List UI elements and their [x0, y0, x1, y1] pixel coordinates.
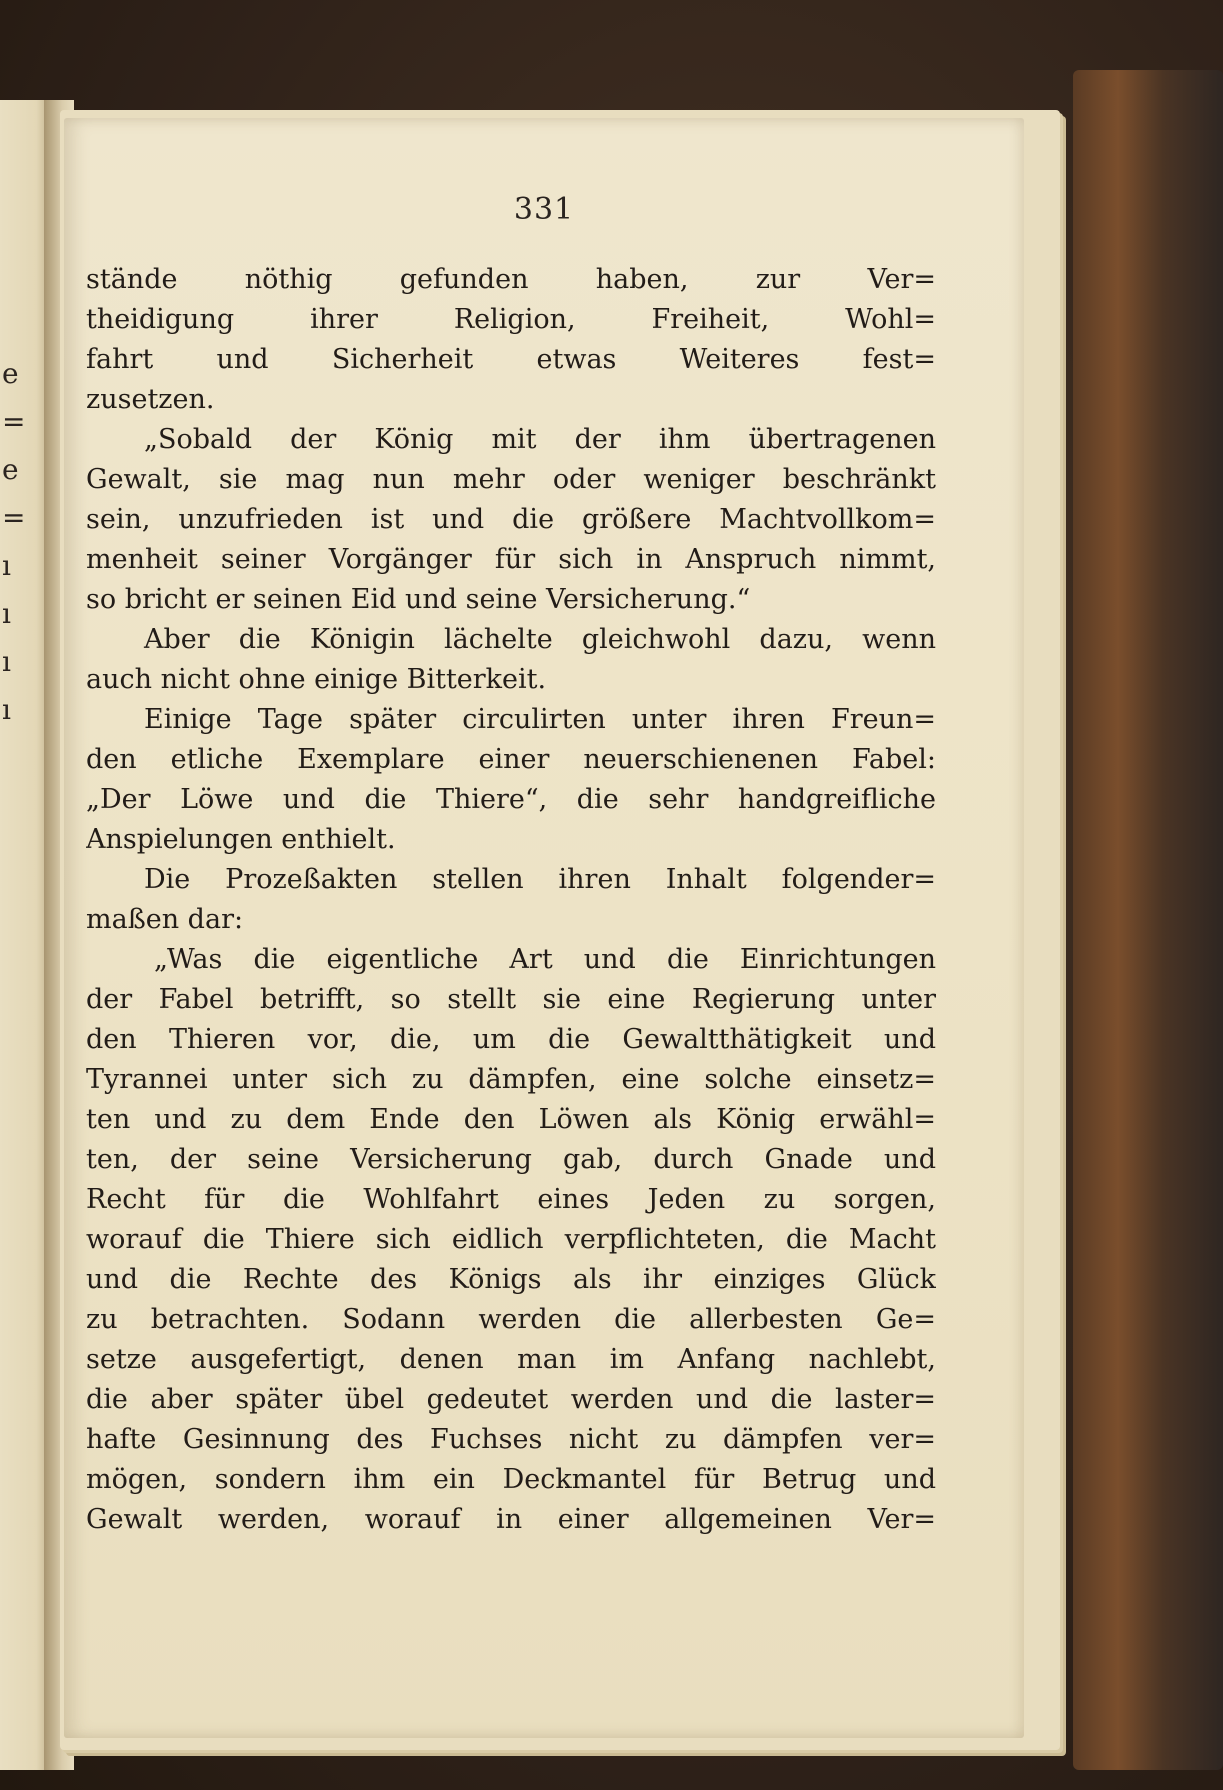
text-line: zu betrachten. Sodann werden die allerbesten Ge=	[86, 1304, 936, 1335]
previous-page-letter: e	[2, 453, 19, 486]
text-line: maßen dar:	[86, 904, 244, 935]
text-line: hafte Gesinnung des Fuchses nicht zu dämpfen ver=	[86, 1424, 936, 1455]
text-line: worauf die Thiere sich eidlich verpflichteten, die Macht	[86, 1224, 936, 1255]
text-line: und die Rechte des Königs als ihr einziges Glück	[86, 1264, 936, 1295]
text-line: der Fabel betrifft, so stellt sie eine Regierung unter	[86, 984, 936, 1015]
text-line: zusetzen.	[86, 384, 215, 415]
text-line: fahrt und Sicherheit etwas Weiteres fest=	[86, 344, 936, 375]
text-line: ten und zu dem Ende den Löwen als König erwähl=	[86, 1104, 936, 1135]
text-line: sein, unzufrieden ist und die größere Machtvollkom=	[86, 504, 936, 535]
text-line: stände nöthig gefunden haben, zur Ver=	[86, 264, 936, 295]
text-line: Die Prozeßakten stellen ihren Inhalt folgender=	[144, 864, 936, 895]
text-line: „Sobald der König mit der ihm übertragenen	[144, 424, 936, 455]
text-line: so bricht er seinen Eid und seine Versicherung.“	[86, 584, 751, 615]
previous-page-letter: ı	[2, 549, 11, 582]
text-line: Anspielungen enthielt.	[86, 824, 396, 855]
text-line: menheit seiner Vorgänger für sich in Anspruch nimmt,	[86, 544, 936, 575]
text-line: setze ausgefertigt, denen man im Anfang nachlebt,	[86, 1344, 936, 1375]
text-line: „Was die eigentliche Art und die Einrichtungen	[154, 944, 936, 975]
text-line: Aber die Königin lächelte gleichwohl dazu, wenn	[144, 624, 936, 655]
text-line: Einige Tage später circulirten unter ihren Freun=	[144, 704, 936, 735]
previous-page-letters	[2, 357, 32, 744]
previous-page-letter: ı	[2, 693, 11, 726]
text-line: Gewalt werden, worauf in einer allgemeinen Ver=	[86, 1504, 936, 1535]
previous-page-letter: =	[2, 405, 26, 438]
previous-page-letter: ı	[2, 597, 11, 630]
text-line: ten, der seine Versicherung gab, durch Gnade und	[86, 1144, 936, 1175]
text-line: Recht für die Wohlfahrt eines Jeden zu sorgen,	[86, 1184, 936, 1215]
text-line: mögen, sondern ihm ein Deckmantel für Betrug und	[86, 1464, 936, 1495]
previous-page-letter: e	[2, 357, 19, 390]
text-line: die aber später übel gedeutet werden und die laster=	[86, 1384, 936, 1415]
text-line: „Der Löwe und die Thiere“, die sehr handgreifliche	[86, 784, 936, 815]
previous-page-letter: ı	[2, 645, 11, 678]
previous-page-letter: =	[2, 501, 26, 534]
page-number: 331	[513, 192, 575, 227]
text-line: Gewalt, sie mag nun mehr oder weniger beschränkt	[86, 464, 936, 495]
text-line: Tyrannei unter sich zu dämpfen, eine solche einsetz=	[86, 1064, 936, 1095]
book-cover-edge	[1073, 70, 1223, 1770]
text-line: den Thieren vor, die, um die Gewaltthätigkeit und	[86, 1024, 936, 1055]
text-line: auch nicht ohne einige Bitterkeit.	[86, 664, 547, 695]
text-line: theidigung ihrer Religion, Freiheit, Wohl=	[86, 304, 936, 335]
text-line: den etliche Exemplare einer neuerschienenen Fabel:	[86, 744, 936, 775]
book-page	[64, 118, 1024, 1738]
page-text	[86, 260, 936, 1540]
